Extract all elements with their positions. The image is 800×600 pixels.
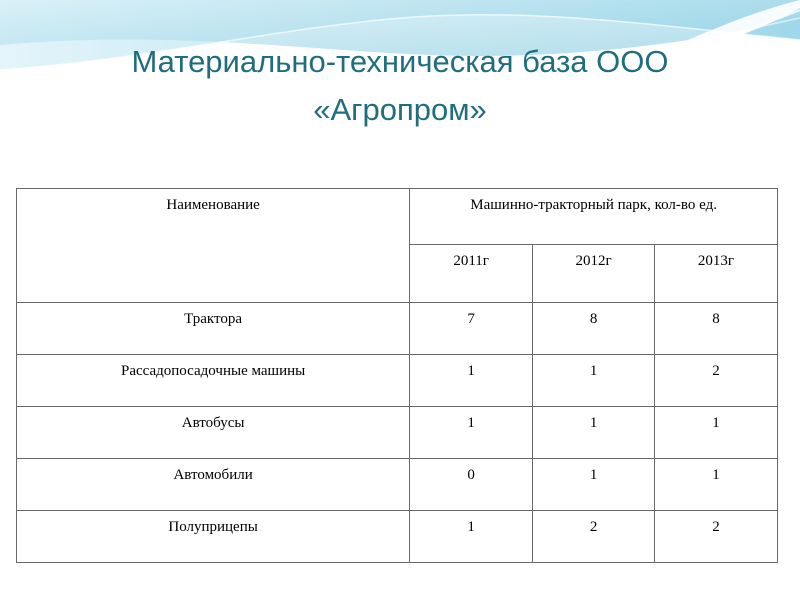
row-value: 8 xyxy=(655,303,778,355)
row-name: Автомобили xyxy=(17,459,410,511)
row-value: 1 xyxy=(533,407,655,459)
row-value: 1 xyxy=(533,355,655,407)
row-value: 1 xyxy=(410,355,533,407)
table-row xyxy=(17,511,778,563)
row-name: Трактора xyxy=(17,303,410,355)
row-name: Автобусы xyxy=(17,407,410,459)
row-value: 2 xyxy=(655,355,778,407)
row-value: 2 xyxy=(533,511,655,563)
header-year: 2011г xyxy=(410,245,533,303)
table-row xyxy=(17,459,778,511)
row-value: 1 xyxy=(655,459,778,511)
table-row xyxy=(17,303,778,355)
table-row xyxy=(17,407,778,459)
row-value: 0 xyxy=(410,459,533,511)
header-year: 2013г xyxy=(655,245,778,303)
row-value: 2 xyxy=(655,511,778,563)
table-header-row xyxy=(17,189,778,245)
row-value: 8 xyxy=(533,303,655,355)
row-value: 1 xyxy=(410,511,533,563)
row-value: 1 xyxy=(655,407,778,459)
slide-title-line-1: Материально-техническая база ООО xyxy=(131,44,669,79)
header-name: Наименование xyxy=(17,189,410,303)
row-name: Рассадопосадочные машины xyxy=(17,355,410,407)
slide-title-line-2: «Агропром» xyxy=(313,92,487,127)
equipment-table xyxy=(16,188,778,563)
header-year: 2012г xyxy=(533,245,655,303)
table-row xyxy=(17,355,778,407)
slide-title xyxy=(0,38,800,134)
row-value: 7 xyxy=(410,303,533,355)
row-value: 1 xyxy=(533,459,655,511)
row-value: 1 xyxy=(410,407,533,459)
row-name: Полуприцепы xyxy=(17,511,410,563)
header-group: Машинно-тракторный парк, кол-во ед. xyxy=(410,189,778,245)
